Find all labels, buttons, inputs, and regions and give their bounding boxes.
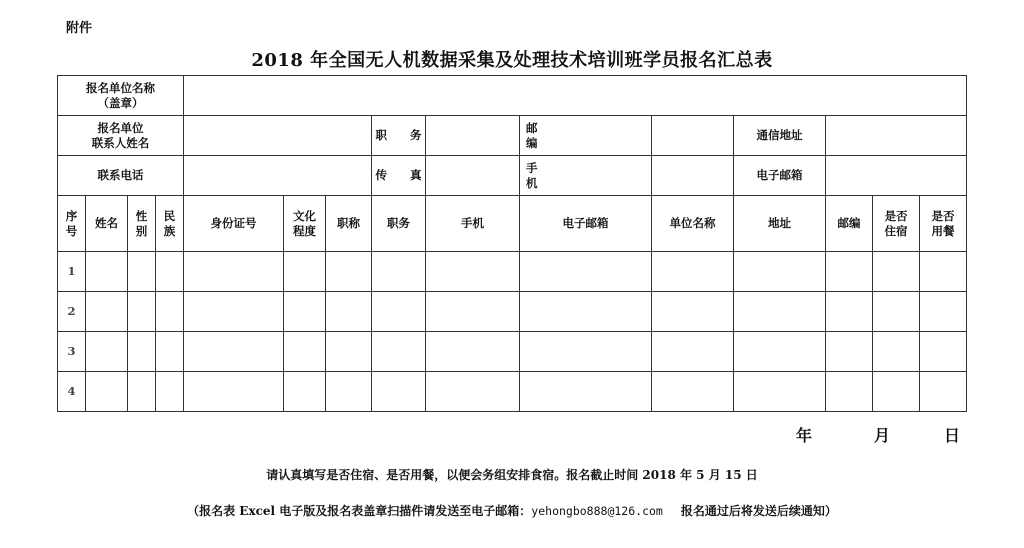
cell[interactable] <box>920 252 967 292</box>
position-field[interactable] <box>426 116 520 156</box>
cell[interactable] <box>372 332 426 372</box>
cell[interactable] <box>873 372 920 412</box>
contact-email-link[interactable]: yehongbo888@126.com <box>531 504 663 518</box>
address-label: 通信地址 <box>734 116 826 156</box>
cell[interactable] <box>128 292 156 332</box>
col-header-education: 文化 程度 <box>284 196 326 252</box>
postcode-label: 邮 编 <box>520 116 652 156</box>
mobile-label: 手 机 <box>520 156 652 196</box>
submission-note <box>0 502 1024 519</box>
cell[interactable] <box>734 332 826 372</box>
cell[interactable] <box>284 252 326 292</box>
submission-note-suffix: 报名通过后将发送后续通知） <box>680 504 837 518</box>
cell[interactable] <box>920 292 967 332</box>
cell[interactable] <box>156 372 184 412</box>
column-header-row <box>58 196 967 252</box>
col-header-address: 地址 <box>734 196 826 252</box>
contact-name-label: 报名单位 联系人姓名 <box>58 116 184 156</box>
cell[interactable] <box>326 292 372 332</box>
cell[interactable] <box>520 332 652 372</box>
registration-table <box>57 75 967 412</box>
cell[interactable] <box>326 332 372 372</box>
cell[interactable] <box>372 292 426 332</box>
phone-field[interactable] <box>184 156 372 196</box>
cell[interactable] <box>184 292 284 332</box>
col-header-postcode: 邮编 <box>826 196 873 252</box>
cell[interactable] <box>734 252 826 292</box>
col-header-no: 序 号 <box>58 196 86 252</box>
contact-row <box>58 116 967 156</box>
cell[interactable] <box>652 332 734 372</box>
cell[interactable] <box>426 332 520 372</box>
col-header-mobile: 手机 <box>426 196 520 252</box>
cell[interactable] <box>284 292 326 332</box>
cell[interactable] <box>156 332 184 372</box>
cell[interactable] <box>128 372 156 412</box>
address-field[interactable] <box>826 116 967 156</box>
cell[interactable] <box>826 372 873 412</box>
cell[interactable] <box>128 332 156 372</box>
cell[interactable] <box>86 292 128 332</box>
cell[interactable] <box>520 372 652 412</box>
col-header-position: 职务 <box>372 196 426 252</box>
date-month: 月 <box>874 426 891 445</box>
cell[interactable] <box>920 332 967 372</box>
cell[interactable] <box>156 252 184 292</box>
cell[interactable] <box>734 372 826 412</box>
cell[interactable] <box>86 372 128 412</box>
cell[interactable] <box>426 252 520 292</box>
date-year: 年 <box>796 426 813 445</box>
mobile-field[interactable] <box>652 156 734 196</box>
row-number: 3 <box>58 332 86 372</box>
cell[interactable] <box>873 252 920 292</box>
cell[interactable] <box>156 292 184 332</box>
attachment-label: 附件 <box>66 21 93 36</box>
cell[interactable] <box>184 372 284 412</box>
date-day: 日 <box>944 426 961 445</box>
table-row <box>58 372 967 412</box>
position-label: 职 务 <box>372 116 426 156</box>
fax-label: 传 真 <box>372 156 426 196</box>
cell[interactable] <box>826 332 873 372</box>
cell[interactable] <box>426 372 520 412</box>
cell[interactable] <box>128 252 156 292</box>
col-header-lodging: 是否 住宿 <box>873 196 920 252</box>
email-label: 电子邮箱 <box>734 156 826 196</box>
cell[interactable] <box>426 292 520 332</box>
cell[interactable] <box>873 332 920 372</box>
fax-field[interactable] <box>426 156 520 196</box>
unit-name-row <box>58 76 967 116</box>
page-title: 2018 年全国无人机数据采集及处理技术培训班学员报名汇总表 <box>251 50 773 71</box>
row-number: 4 <box>58 372 86 412</box>
col-header-name: 姓名 <box>86 196 128 252</box>
table-row <box>58 292 967 332</box>
cell[interactable] <box>372 372 426 412</box>
col-header-ethnicity: 民 族 <box>156 196 184 252</box>
table-row <box>58 332 967 372</box>
phone-label: 联系电话 <box>58 156 184 196</box>
col-header-email: 电子邮箱 <box>520 196 652 252</box>
table-row <box>58 252 967 292</box>
cell[interactable] <box>652 252 734 292</box>
cell[interactable] <box>184 252 284 292</box>
col-header-title: 职称 <box>326 196 372 252</box>
cell[interactable] <box>826 252 873 292</box>
unit-name-field[interactable] <box>184 76 967 116</box>
cell[interactable] <box>520 292 652 332</box>
cell[interactable] <box>372 252 426 292</box>
cell[interactable] <box>920 372 967 412</box>
postcode-field[interactable] <box>652 116 734 156</box>
cell[interactable] <box>520 252 652 292</box>
cell[interactable] <box>826 292 873 332</box>
email-field[interactable] <box>826 156 967 196</box>
unit-name-label: 报名单位名称 （盖章） <box>58 76 184 116</box>
col-header-id-number: 身份证号 <box>184 196 284 252</box>
cell[interactable] <box>326 372 372 412</box>
cell[interactable] <box>652 292 734 332</box>
col-header-unit: 单位名称 <box>652 196 734 252</box>
row-number: 1 <box>58 252 86 292</box>
cell[interactable] <box>652 372 734 412</box>
row-number: 2 <box>58 292 86 332</box>
phone-row <box>58 156 967 196</box>
col-header-meals: 是否 用餐 <box>920 196 967 252</box>
contact-name-field[interactable] <box>184 116 372 156</box>
cell[interactable] <box>86 332 128 372</box>
cell[interactable] <box>326 252 372 292</box>
submission-note-prefix: （报名表 Excel 电子版及报名表盖章扫描件请发送至电子邮箱： <box>187 504 532 518</box>
cell[interactable] <box>873 292 920 332</box>
cell[interactable] <box>284 372 326 412</box>
cell[interactable] <box>284 332 326 372</box>
cell[interactable] <box>86 252 128 292</box>
col-header-gender: 性 别 <box>128 196 156 252</box>
cell[interactable] <box>184 332 284 372</box>
instruction-note: 请认真填写是否住宿、是否用餐，以便会务组安排食宿。报名截止时间 2018 年 5 月 15 日 <box>266 468 758 482</box>
cell[interactable] <box>734 292 826 332</box>
